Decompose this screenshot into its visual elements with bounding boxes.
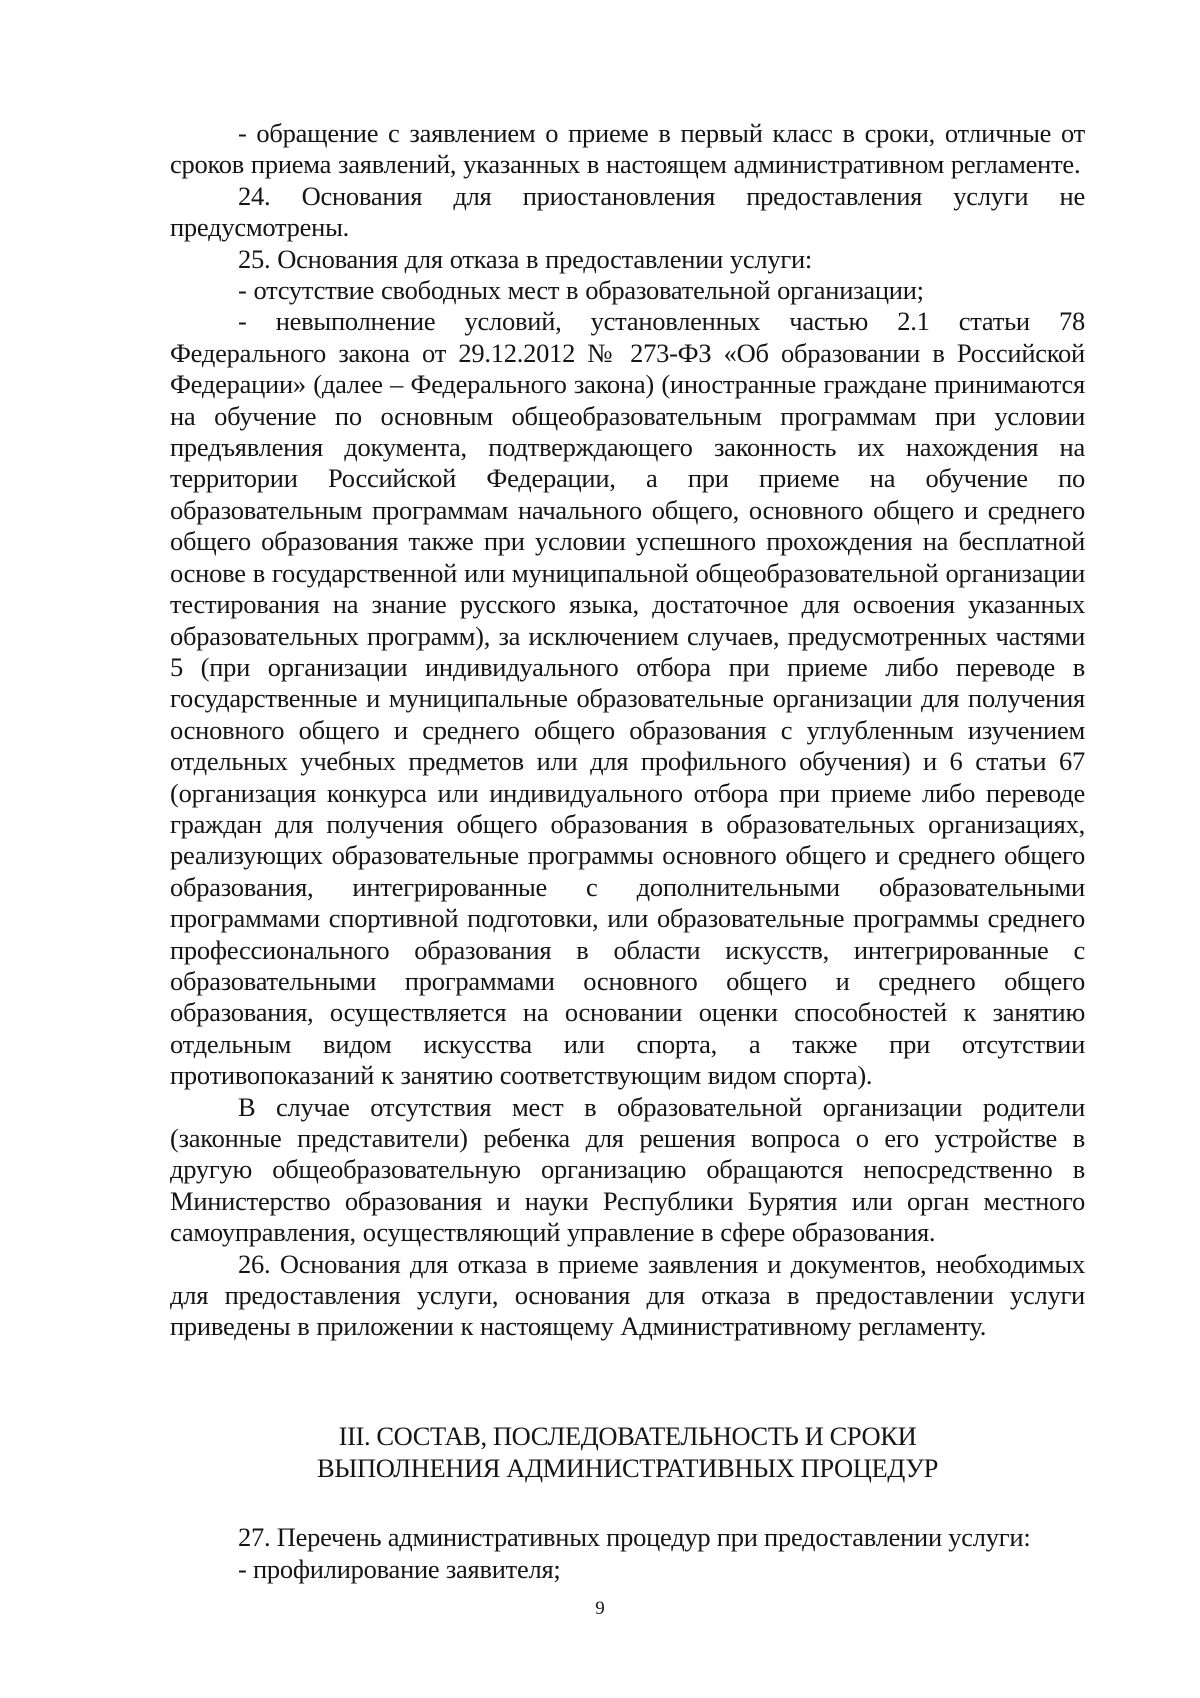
section-heading <box>170 1420 1085 1484</box>
paragraph-26-refusal-documents: 26. Основания для отказа в приеме заявления и документов, необходимых для предоставления услуги, основания для отказа в предоставлении услуги приведены в приложении к настоящему Административному регламенту. <box>170 1248 1085 1342</box>
page-number: 9 <box>595 1598 605 1619</box>
paragraph-25-refusal-heading: 25. Основания для отказа в предоставлении услуги: <box>238 243 813 274</box>
paragraph-no-places-parents: В случае отсутствия мест в образовательной организации родители (законные представители) ребенка для решения вопроса о его устройстве в другую общеобразовательную организацию обращаются непосредственно в Министерство образования и науки Республики Бурятия или орган местного самоуправления, осуществляющий управление в сфере образования. <box>170 1091 1085 1248</box>
section-heading-line-2: ВЫПОЛНЕНИЯ АДМИНИСТРАТИВНЫХ ПРОЦЕДУР <box>317 1453 938 1483</box>
paragraph-27-procedures: 27. Перечень административных процедур при предоставлении услуги: <box>238 1522 1031 1552</box>
section-heading-line-1: III. СОСТАВ, ПОСЛЕДОВАТЕЛЬНОСТЬ И СРОКИ <box>338 1421 917 1451</box>
paragraph-no-free-places: - отсутствие свободных мест в образовательной организации; <box>238 275 924 306</box>
paragraph-conditions-not-met: - невыполнение условий, установленных частью 2.1 статьи 78 Федерального закона от 29.12.2012 № 273-ФЗ «Об образовании в Российской Федерации» (далее – Федерального закона) (иностранные граждане принимаются на обучение по основным общеобразовательным программам при условии предъявления документа, подтверждающего законность их нахождения на территории Российской Федерации, а при приеме на обучение по образовательным программам начального общего, основного общего и среднего общего образования также при условии успешного прохождения на бесплатной основе в государственной или муниципальной общеобразовательной организации тестирования на знание русского языка, достаточное для освоения указанных образовательных программ), за исключением случаев, предусмотренных частями 5 (при организации индивидуального отбора при приеме либо переводе в государственные и муниципальные образовательные организации для получения основного общего и среднего общего образования с углубленным изучением отдельных учебных предметов или для профильного обучения) и 6 статьи 67 (организация конкурса или индивидуального отбора при приеме либо переводе граждан для получения общего образования в образовательных организациях, реализующих образовательные программы основного общего и среднего общего образования, интегрированные с дополнительными образовательными программами спортивной подготовки, или образовательные программы среднего профессионального образования в области искусств, интегрированные с образовательными программами основного общего и среднего общего образования, осуществляется на основании оценки способностей к занятию отдельным видом искусства или спорта, а также при отсутствии противопоказаний к занятию соответствующим видом спорта). <box>170 306 1085 1091</box>
list-item-profiling: - профилирование заявителя; <box>238 1554 561 1584</box>
body-text <box>170 118 1085 1343</box>
paragraph-24-suspension: 24. Основания для приостановления предоставления услуги не предусмотрены. <box>170 180 1085 243</box>
paragraph-first-class-application: - обращение с заявлением о приеме в первый класс в сроки, отличные от сроков приема заявлений, указанных в настоящем административном регламенте. <box>170 118 1085 180</box>
procedures-list <box>170 1521 1085 1585</box>
